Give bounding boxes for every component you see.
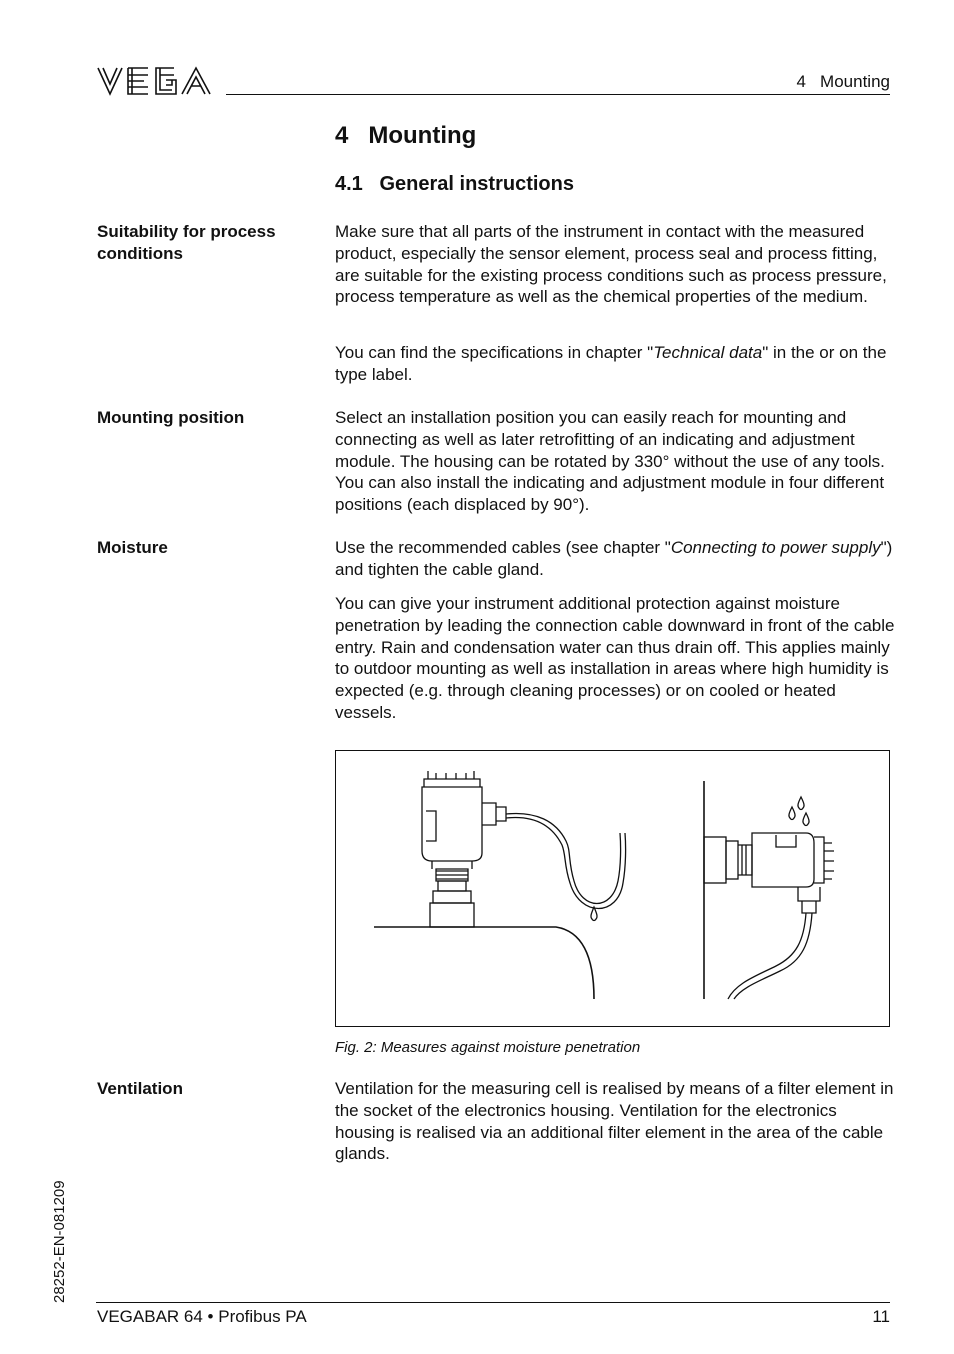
figure-moisture-measures: [335, 750, 890, 1027]
side-label-moisture: Moisture: [97, 538, 168, 557]
text-run: ") and tighten the cable gland.: [335, 538, 893, 579]
figure-caption: Fig. 2: Measures against moisture penetration: [335, 1039, 641, 1056]
moisture-illustration: [336, 751, 889, 1026]
paragraph-ventilation: [335, 1078, 895, 1165]
vega-logo-icon: [96, 64, 214, 98]
footer-product: VEGABAR 64 • Profibus PA: [97, 1307, 307, 1326]
paragraph-suitability-2: [335, 342, 895, 386]
text-run: You can give your instrument additional protection against moisture penetration by leading the connection cable downward in front of the cable entry. Rain and condensation water can thus drain off. This applies mainly to outdoor mounting as well as installation in areas where high humidity is expected (e.g. through cleaning processes) or on cooled or heated vessels.: [335, 594, 895, 722]
running-head: 4 Mounting: [796, 72, 890, 91]
text-run: Ventilation for the measuring cell is realised by means of a filter element in the socket of the electronics housing. Ventilation for the electronics housing is realised via an additional filter element in the area of the cable glands.: [335, 1079, 894, 1164]
document-code: 28252-EN-081209: [51, 1180, 68, 1303]
header-rule: [226, 94, 890, 95]
text-run: " in the or on the type label.: [335, 343, 887, 384]
paragraph-moisture-1: [335, 537, 895, 581]
text-run: You can find the specifications in chapter ": [335, 343, 654, 362]
footer-rule: [96, 1302, 890, 1303]
paragraph-suitability-1: [335, 221, 895, 308]
italic-reference: Technical data: [653, 343, 763, 362]
chapter-title: 4 Mounting: [335, 122, 477, 149]
text-run: Select an installation position you can easily reach for mounting and connecting as well as later retrofitting of an indicating and adjustment module. The housing can be rotated by 330° without the use of any tools. You can also install the indicating and adjustment module in four different positions (each displaced by 90°).: [335, 408, 885, 515]
text-run: Make sure that all parts of the instrument in contact with the measured product, especially the sensor element, process seal and process fitting, are suitable for the existing process conditions such as process pressure, process temperature as well as the chemical properties of the medium.: [335, 222, 887, 307]
side-label-ventilation: Ventilation: [97, 1079, 183, 1098]
italic-reference: Connecting to power supply: [670, 538, 881, 557]
section-title: 4.1 General instructions: [335, 173, 574, 195]
paragraph-moisture-2: [335, 593, 895, 724]
side-label-suitability: Suitability for process conditions: [97, 222, 276, 263]
text-run: Use the recommended cables (see chapter ": [335, 538, 671, 557]
paragraph-mounting-position: [335, 407, 895, 516]
page-number: 11: [872, 1307, 890, 1326]
side-label-mounting-position: Mounting position: [97, 408, 245, 427]
vega-logo: [96, 64, 214, 98]
